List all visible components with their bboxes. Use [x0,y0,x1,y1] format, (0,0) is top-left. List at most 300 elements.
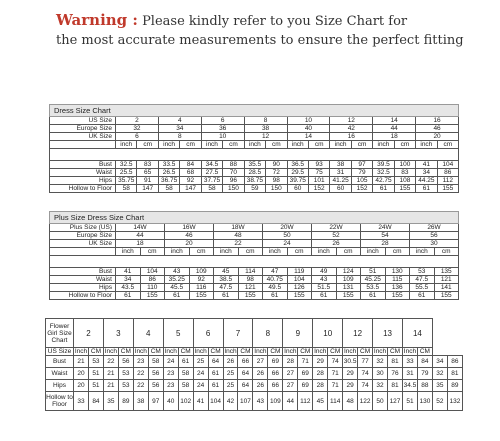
unit-inch: inch [287,141,308,149]
unit-cm: CM [238,348,253,356]
unit-cm: cm [336,248,361,256]
measure-value: 27 [283,380,298,392]
measure-value: 59 [244,185,265,193]
us-size-value: 6 [201,117,244,125]
measure-value: 51 [361,268,386,276]
measure-value: 45 [214,268,239,276]
measure-value: 38 [330,161,351,169]
measure-value: 38 [133,392,148,411]
unit-inch: Inch [134,348,147,355]
measure-value: 30 [373,368,388,380]
unit-cm: cm [238,248,263,256]
flower-size-value: 14 [402,319,432,348]
us-size-value: 14W [116,224,165,232]
us-size-value: 16 [416,117,459,125]
measure-value: 64 [208,356,223,368]
measure-label: Bust [50,268,116,276]
measure-value: 141 [434,284,459,292]
measure-value: 155 [238,292,263,300]
measure-value: 53.5 [361,284,386,292]
measure-value: 75 [308,169,329,177]
measure-value: 96 [223,177,244,185]
measure-label: Hollow to Floor [46,392,74,411]
measure-row [50,169,459,177]
measure-value: 69 [298,368,313,380]
unit-cm: CM [88,348,103,356]
measure-value: 27.5 [201,169,222,177]
measure-value: 112 [437,177,458,185]
measure-value: 47.5 [214,284,239,292]
measure-value: 109 [268,392,283,411]
europe-size-value: 46 [165,232,214,240]
measure-value: 23 [133,356,148,368]
measure-value: 33.5 [158,161,179,169]
measure-value: 74 [358,380,373,392]
us-size-value: 20W [263,224,312,232]
measure-value: 109 [189,268,214,276]
uk-size-value: 8 [158,133,201,141]
uk-size-value: 24 [263,240,312,248]
measure-value: 89 [447,380,462,392]
measure-value: 64 [238,380,253,392]
measure-value: 29 [343,368,358,380]
measure-value: 34.5 [201,161,222,169]
measure-value: 70 [223,169,244,177]
measure-value: 102 [178,392,193,411]
flower-size-value: 9 [283,319,313,348]
measure-label: Waist [46,368,74,380]
measure-value: 45.5 [165,284,190,292]
measure-row [50,268,459,276]
flower-measure-row [46,368,463,380]
measure-value: 26 [223,356,238,368]
measure-value: 79 [351,169,372,177]
measure-value: 47 [263,268,288,276]
measure-value: 104 [437,161,458,169]
measure-value: 51 [88,380,103,392]
measure-value: 34 [432,356,447,368]
measure-value: 69 [298,380,313,392]
unit-inch: inch [116,248,141,256]
measure-value: 81 [388,356,403,368]
measure-value: 61 [361,292,386,300]
measure-value: 136 [385,284,410,292]
measure-value: 109 [336,276,361,284]
measure-value: 69 [268,356,283,368]
measure-value: 22 [133,380,148,392]
measure-value: 32.5 [373,169,394,177]
measure-value: 32.5 [116,161,137,169]
unit-inch: Inch [104,348,118,355]
flower-size-value: 13 [373,319,403,348]
measure-value: 91 [137,177,158,185]
measure-value: 20 [74,368,89,380]
measure-value: 58 [201,185,222,193]
measure-value: 35 [432,380,447,392]
measure-value: 35.25 [165,276,190,284]
us-size-label: US Size [50,117,116,125]
uk-size-value: 12 [244,133,287,141]
measure-value: 39.5 [373,161,394,169]
uk-size-label: UK Size [50,240,116,248]
chart-title-row [50,212,459,224]
europe-size-value: 44 [373,125,416,133]
measure-value: 86 [437,169,458,177]
measure-value: 60 [287,185,308,193]
measure-value: 51 [88,368,103,380]
measure-label: Hollow to Floor [50,292,116,300]
us-size-value: 12 [330,117,373,125]
measure-value: 37.75 [201,177,222,185]
europe-size-value: 40 [287,125,330,133]
measure-value: 107 [238,392,253,411]
measure-value: 68 [180,169,201,177]
measure-value: 90 [266,161,287,169]
measure-value: 28.5 [244,169,265,177]
measure-value: 66 [268,380,283,392]
flower-head-label: Flower Girl Size Chart [46,319,74,348]
flower-size-header-row [46,319,463,348]
measure-value: 45.25 [361,276,386,284]
uk-size-value: 30 [410,240,459,248]
unit-row [50,248,459,256]
europe-size-value: 48 [214,232,263,240]
measure-value: 127 [388,392,403,411]
flower-size-value: 10 [313,319,343,348]
us-size-label: Plus Size (US) [50,224,116,232]
measure-value: 83 [137,161,158,169]
measure-value: 121 [434,276,459,284]
measure-value: 24 [193,368,208,380]
measure-value: 72 [266,169,287,177]
flower-measure-row [46,356,463,368]
measure-value: 61 [263,292,288,300]
measure-value: 25.5 [116,169,137,177]
measure-value: 33 [402,356,417,368]
unit-cm: cm [137,141,158,149]
measure-value: 33 [74,392,89,411]
measure-value: 64 [238,368,253,380]
measure-value: 155 [140,292,165,300]
europe-size-value: 52 [312,232,361,240]
uk-size-value: 6 [116,133,159,141]
flower-size-value: 5 [163,319,193,348]
europe-size-value: 46 [416,125,459,133]
flower-us-label: US Size [46,348,74,356]
measure-value: 40 [163,392,178,411]
europe-size-value: 44 [116,232,165,240]
measure-value: 98 [238,276,263,284]
measure-value: 150 [223,185,244,193]
measure-value: 66 [268,368,283,380]
measure-row [50,177,459,185]
us-size-value: 22W [312,224,361,232]
europe-size-row [50,232,459,240]
uk-size-value: 20 [416,133,459,141]
unit-cm: cm [385,248,410,256]
measure-value: 21 [103,368,118,380]
measure-row [50,161,459,169]
uk-size-value: 26 [312,240,361,248]
measure-value: 21 [74,356,89,368]
measure-value: 150 [266,185,287,193]
measure-value: 38.5 [214,276,239,284]
measure-value: 130 [417,392,432,411]
measure-value: 52 [432,392,447,411]
measure-value: 104 [287,276,312,284]
measure-value: 28 [313,368,328,380]
measure-value: 88 [223,161,244,169]
unit-inch: inch [373,141,394,149]
measure-value: 71 [298,356,313,368]
measure-value: 56 [118,356,133,368]
measure-value: 41 [416,161,437,169]
flower-size-value: 7 [223,319,253,348]
measure-value: 26 [253,368,268,380]
measure-value: 58 [148,356,163,368]
measure-value: 61 [373,185,394,193]
measure-label: Hips [46,380,74,392]
measure-value: 53 [118,380,133,392]
flower-unit-row [46,348,463,356]
measure-value: 155 [385,292,410,300]
us-size-value: 26W [410,224,459,232]
measure-value: 84 [180,161,201,169]
measure-value: 126 [287,284,312,292]
measure-value: 152 [351,185,372,193]
europe-size-value: 56 [410,232,459,240]
spacer-cell [50,256,459,268]
measure-value: 43 [312,276,337,284]
measure-value: 155 [437,185,458,193]
measure-value: 61 [208,380,223,392]
measure-label: Bust [50,161,116,169]
europe-size-value: 42 [330,125,373,133]
measure-value: 61 [165,292,190,300]
unit-cm: CM [388,348,403,356]
us-size-value: 4 [158,117,201,125]
measure-value: 131 [336,284,361,292]
measure-value: 44.25 [416,177,437,185]
measure-value: 51.5 [312,284,337,292]
warning-line1: Please kindly refer to you Size Chart for [142,14,408,29]
uk-size-value: 20 [165,240,214,248]
measure-value: 61 [214,292,239,300]
measure-value: 25 [193,356,208,368]
unit-inch: inch [116,141,137,149]
measure-value: 26 [253,380,268,392]
unit-inch: Inch [314,348,327,355]
spacer-cell [50,149,459,161]
measure-value: 155 [336,292,361,300]
measure-row [50,284,459,292]
unit-cm: CM [328,348,343,356]
measure-value: 29 [313,356,328,368]
europe-size-value: 32 [116,125,159,133]
unit-row [50,141,459,149]
measure-value: 97 [148,392,163,411]
measure-value: 44 [283,392,298,411]
measure-value: 110 [140,284,165,292]
measure-value: 79 [417,368,432,380]
us-size-value: 8 [244,117,287,125]
unit-cm: CM [417,348,432,356]
measure-value: 88 [417,380,432,392]
measure-value: 74 [328,356,343,368]
unit-inch: inch [244,141,265,149]
measure-value: 53 [88,356,103,368]
plus-size-chart [49,211,459,300]
measure-value: 114 [328,392,343,411]
measure-value: 35.75 [116,177,137,185]
unit-inch: Inch [164,348,177,355]
us-size-value: 18W [214,224,263,232]
measure-value: 93 [308,161,329,169]
flower-size-value: 3 [103,319,133,348]
measure-value: 71 [328,368,343,380]
unit-row-blank [50,248,116,256]
unit-inch: Inch [254,348,267,355]
measure-value: 49 [312,268,337,276]
measure-value: 32 [373,356,388,368]
measure-value: 25 [223,380,238,392]
measure-value: 61 [116,292,141,300]
uk-size-value: 10 [201,133,244,141]
measure-value: 22 [103,356,118,368]
unit-inch: inch [416,141,437,149]
measure-value: 34 [116,276,141,284]
measure-value: 121 [238,284,263,292]
unit-cm: cm [140,248,165,256]
measure-value: 116 [189,284,214,292]
measure-value: 39.75 [287,177,308,185]
measure-value: 58 [178,380,193,392]
unit-cm: cm [223,141,244,149]
measure-value: 71 [328,380,343,392]
measure-value: 47.5 [410,276,435,284]
measure-value: 53 [118,368,133,380]
measure-value: 23 [163,380,178,392]
unit-inch: Inch [74,348,88,355]
measure-value: 108 [394,177,415,185]
measure-value: 114 [238,268,263,276]
europe-size-label: Europe Size [50,232,116,240]
measure-row [50,185,459,193]
uk-size-value: 28 [361,240,410,248]
measure-value: 98 [266,177,287,185]
measure-value: 41 [193,392,208,411]
measure-label: Hips [50,284,116,292]
europe-size-value: 38 [244,125,287,133]
warning-label: Warning : [56,11,138,29]
measure-value: 58 [116,185,137,193]
measure-value: 45 [313,392,328,411]
measure-value: 105 [351,177,372,185]
unit-inch: inch [214,248,239,256]
europe-size-value: 36 [201,125,244,133]
uk-size-row [50,240,459,248]
unit-cm: cm [266,141,287,149]
measure-value: 50 [373,392,388,411]
measure-value: 24 [193,380,208,392]
unit-inch: inch [410,248,435,256]
measure-value: 100 [394,161,415,169]
measure-label: Bust [46,356,74,368]
measure-value: 155 [394,185,415,193]
measure-value: 77 [358,356,373,368]
measure-value: 31 [330,169,351,177]
unit-cm: CM [268,348,283,356]
measure-value: 112 [298,392,313,411]
chart-title: Dress Size Chart [50,105,459,117]
unit-inch: Inch [373,348,387,355]
measure-value: 25 [223,368,238,380]
us-size-row [50,117,459,125]
unit-cm: CM [178,348,193,356]
measure-value: 48 [343,392,358,411]
measure-value: 92 [189,276,214,284]
measure-value: 122 [358,392,373,411]
europe-size-row [50,125,459,133]
unit-cm: CM [148,348,163,356]
measure-value: 32 [432,368,447,380]
measure-value: 155 [189,292,214,300]
unit-cm: cm [308,141,329,149]
measure-value: 49.5 [263,284,288,292]
spacer-row [50,256,459,268]
measure-value: 41 [116,268,141,276]
us-size-value: 14 [373,117,416,125]
measure-value: 81 [388,380,403,392]
flower-measure-row [46,380,463,392]
unit-cm: cm [351,141,372,149]
measure-value: 152 [308,185,329,193]
unit-cm: cm [437,141,458,149]
measure-value: 56 [148,380,163,392]
flower-girl-size-chart [45,318,463,411]
measure-value: 84 [88,392,103,411]
measure-value: 22 [133,368,148,380]
measure-value: 51 [402,392,417,411]
unit-cm: CM [358,348,373,356]
measure-value: 29.5 [287,169,308,177]
measure-row [50,292,459,300]
unit-inch: inch [361,248,386,256]
unit-inch: Inch [194,348,207,355]
measure-value: 119 [287,268,312,276]
measure-value: 155 [434,292,459,300]
measure-label: Waist [50,276,116,284]
measure-value: 155 [287,292,312,300]
europe-size-value: 34 [158,125,201,133]
measure-value: 34 [416,169,437,177]
unit-inch: Inch [284,348,297,355]
flower-size-value: 4 [133,319,163,348]
unit-inch: inch [158,141,179,149]
measure-value: 61 [416,185,437,193]
measure-value: 30.5 [343,356,358,368]
measure-value: 66 [238,356,253,368]
measure-value: 76 [388,368,403,380]
measure-value: 36.75 [158,177,179,185]
measure-value: 58 [178,368,193,380]
measure-value: 92 [180,177,201,185]
measure-value: 83 [394,169,415,177]
flower-size-value: 8 [253,319,283,348]
unit-cm: CM [208,348,223,356]
measure-value: 124 [336,268,361,276]
measure-value: 132 [447,392,462,411]
